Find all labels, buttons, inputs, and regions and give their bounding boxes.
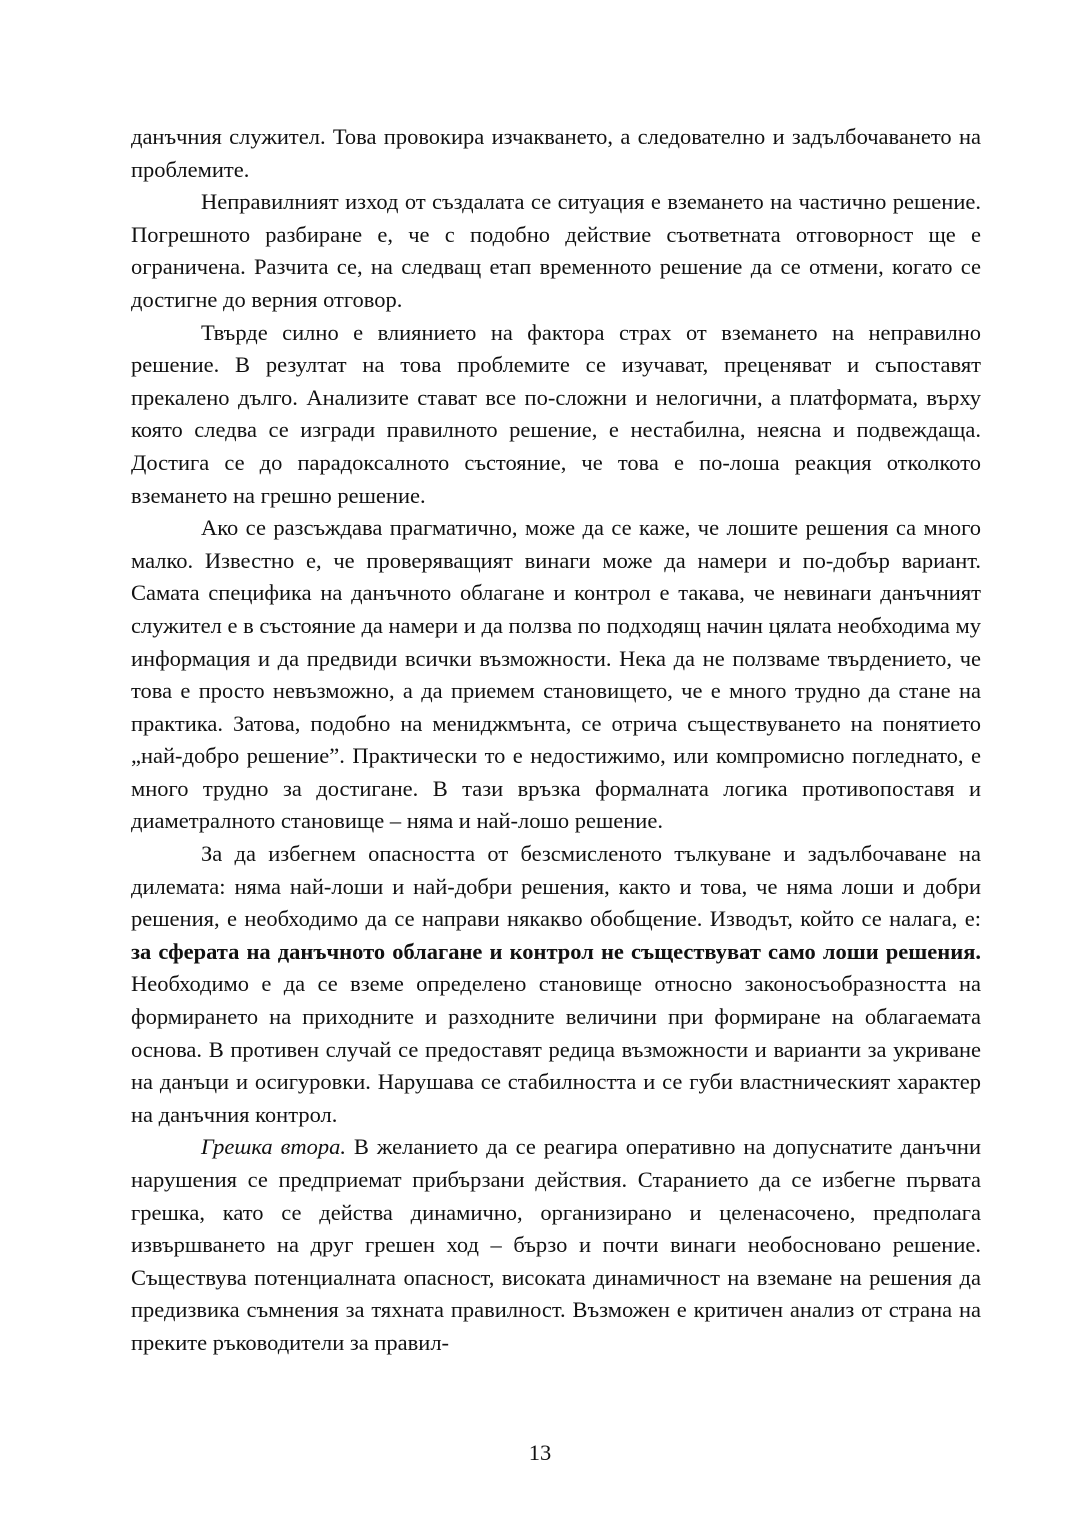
conclusion-text-before: За да избегнем опасността от безсмисленото тълкуване и задълбочаване на дилемата: няма най-лоши и най-добри решения, както и това, че няма лоши и добри решения, е необходимо да се направи някакво обобщение. Изводът, който се налага, е:: [131, 841, 981, 932]
page-number: 13: [528, 1440, 552, 1465]
conclusion-bold-statement: за сферата на данъчното облагане и контрол не съществуват само лоши решения.: [131, 938, 981, 964]
second-mistake-text: В желанието да се реагира оперативно на допуснатите данъчни нарушения се предприемат прибързани действия. Старанието да се избегне първата грешка, като се действа динамично, организирано и целенасочено, предполага извършването на друг грешен ход – бързо и почти винаги необосновано решение. Съществува потенциалната опасност, високата динамичност на вземане на решения да предизвика съмнения за тяхната правилност. Възможен е критичен анализ от страна на преките ръководители за правил-: [131, 1134, 981, 1355]
conclusion-text-after: Необходимо е да се вземе определено становище относно законосъобразността на формирането на приходните и разходните величини при формиране на облагаемата основа. В противен случай се предоставят редица възможности и варианти за укриване на данъци и осигуровки. Нарушава се стабилността и се губи властническият характер на данъчния контрол.: [131, 971, 981, 1127]
paragraph-continuation: данъчния служител. Това провокира изчакването, а следователно и задълбочаването на проблемите.: [131, 124, 981, 182]
second-mistake-heading: Грешка втора.: [201, 1134, 346, 1160]
paragraph-fear-factor: Твърде силно е влиянието на фактора страх от вземането на неправилно решение. В резултат на това проблемите се изучават, преценяват и съпоставят прекалено дълго. Анализите стават все по-сложни и нелогични, а платформата, върху която следва се изгради правилното решение, е нестабилна, неясна и подвеждаща. Достига се до парадоксалното състояние, че това е по-лоша реакция отколкото вземането на грешно решение.: [131, 319, 981, 508]
paragraph-partial-decision: Неправилният изход от създалата се ситуация е вземането на частично решение. Погрешното разбиране е, че с подобно действие съответната отговорност ще е ограничена. Разчита се, на следващ етап временното решение да се отмени, когато се достигне до верния отговор.: [131, 189, 981, 312]
page-body: [131, 121, 981, 1360]
paragraph-pragmatic-view: Ако се разсъждава прагматично, може да се каже, че лошите решения са много малко. Известно е, че проверяващият винаги може да намери и по-добър вариант. Самата специфика на данъчното облагане и контрол е такава, че невинаги данъчният служител е в състояние да намери и да ползва по подходящ начин цялата необходима му информация и да предвиди всички възможности. Нека да не ползваме твърдението, че това е просто невъзможно, а да приемем становището, че е много трудно да стане на практика. Затова, подобно на мениджмънта, се отрича съществуването на понятието „най-добро решение”. Практически то е недостижимо, или компромисно погледнато, е много трудно за достигане. В тази връзка формалната логика противопоставя и диаметралното становище – няма и най-лошо решение.: [131, 515, 981, 834]
paragraph-conclusion: [131, 838, 981, 1131]
paragraph-second-mistake: [131, 1131, 981, 1359]
